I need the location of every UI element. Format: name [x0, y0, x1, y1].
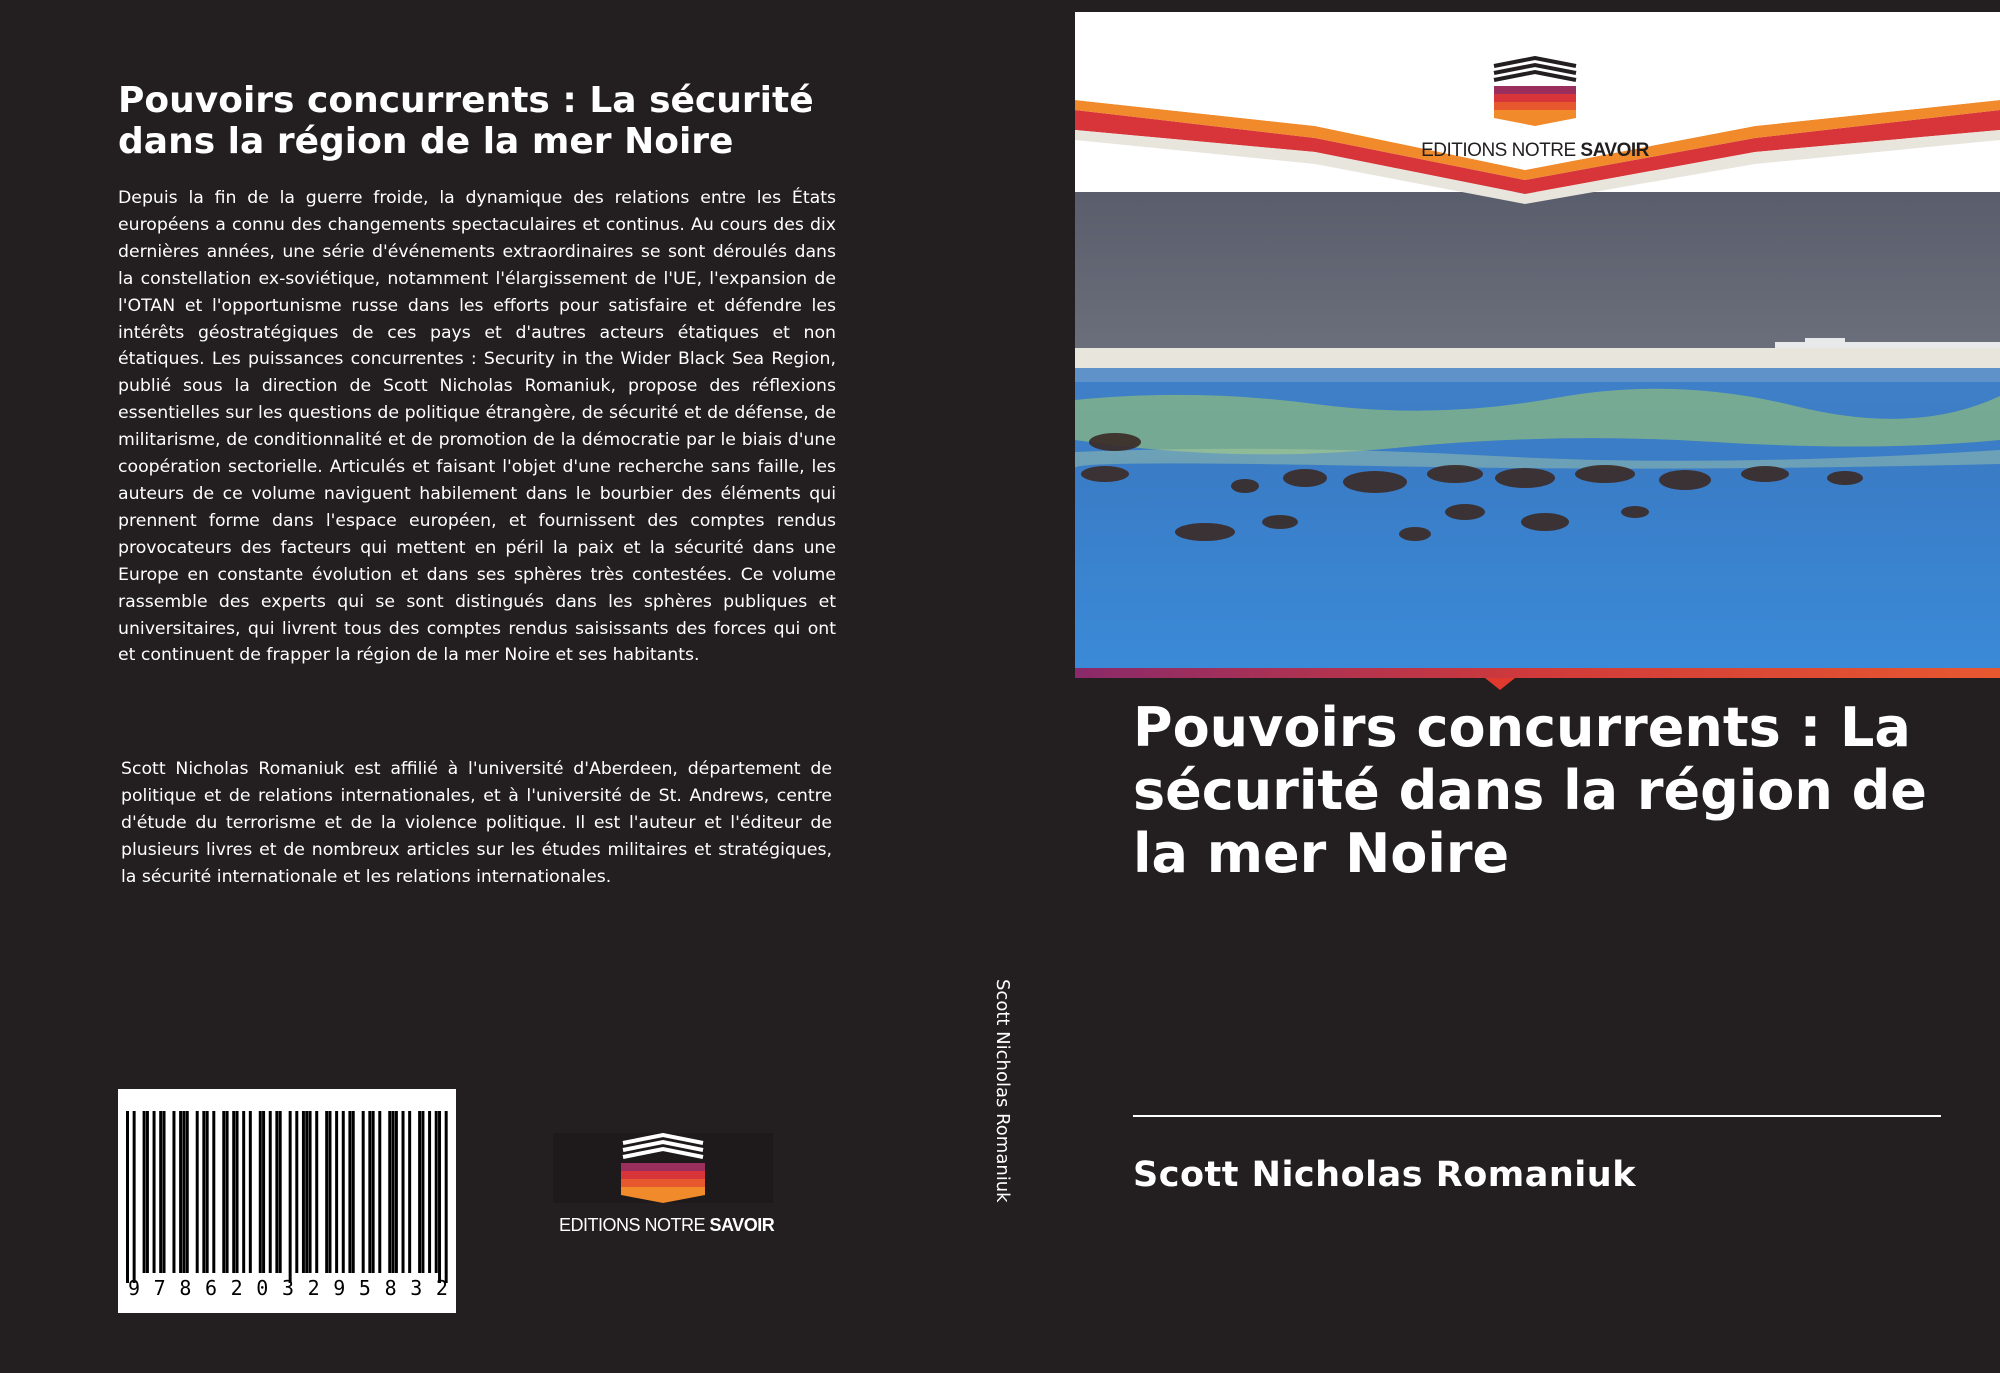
- title-divider: [1133, 1115, 1941, 1117]
- author-biography: Scott Nicholas Romaniuk est affilié à l'université d'Aberdeen, département de politique et de relations internationales, et à l'université de St. Andrews, centre d'étude du terrorisme et de la violence politique. Il est l'auteur et l'éditeur de plusieurs livres et de nombreux articles sur les études militaires et stratégiques, la sécurité internationale et les relations internationales.: [121, 759, 832, 887]
- book-stack-icon: [1492, 56, 1578, 126]
- isbn-barcode: [118, 1089, 456, 1313]
- isbn-digit: 5: [358, 1276, 371, 1300]
- back-cover-title: Pouvoirs concurrents : La sécurité dans la région de la mer Noire: [118, 80, 814, 162]
- barcode-icon: [126, 1111, 448, 1283]
- isbn-digit: 9: [128, 1276, 141, 1300]
- publisher-logo-front: [1385, 56, 1685, 176]
- publisher-name-back: EDITIONS NOTRE SAVOIR: [559, 1215, 775, 1235]
- isbn-digits: [128, 1277, 448, 1299]
- isbn-digit: 2: [307, 1276, 320, 1300]
- book-stack-icon: [553, 1133, 773, 1203]
- isbn-digit: 7: [153, 1276, 166, 1300]
- publisher-name-front: EDITIONS NOTRE SAVOIR: [1421, 140, 1649, 161]
- isbn-digit: 2: [230, 1276, 243, 1300]
- front-cover-author: Scott Nicholas Romaniuk: [1133, 1155, 1636, 1195]
- isbn-digit: 8: [384, 1276, 397, 1300]
- isbn-digit: 8: [179, 1276, 192, 1300]
- isbn-digit: 2: [435, 1276, 448, 1300]
- isbn-digit: 3: [281, 1276, 294, 1300]
- back-cover-description: Depuis la fin de la guerre froide, la dynamique des relations entre les États européens a connu des changements spectaculaires et continus. Au cours des dix dernières années, une série d'événements extraordinaires se sont déroulés dans la constellation ex-soviétique, notamment l'élargissement de l'UE, l'expansion de l'OTAN et l'opportunisme russe dans les efforts pour satisfaire et défendre les intérêts géostratégiques de ces pays et d'autres acteurs étatiques et non étatiques. Les puissances concurrentes : Security in the Wider Black Sea Region, publié sous la direction de Scott Nicholas Romaniuk, propose des réflexions essentielles sur les questions de politique étrangère, de sécurité et de défense, de militarisme, de conditionnalité et de promotion de la démocratie par le biais d'une coopération sectorielle. Articulés et faisant l'objet d'une recherche sans faille, les auteurs de ce volume naviguent habilement dans le bourbier des éléments qui prennent forme dans l'espace européen, et fournissent des comptes rendus provocateurs des facteurs qui mettent en péril la paix et la sécurité dans une Europe en constante évolution et dans ses sphères très contestées. Ce volume rassemble des experts qui se sont distingués dans les sphères publiques et universitaires, qui livrent tous des comptes rendus saisissants des forces qui ont et continuent de frapper la région de la mer Noire et ses habitants.: [118, 188, 836, 666]
- isbn-digit: 9: [333, 1276, 346, 1300]
- spine-author: Scott Nicholas Romaniuk: [992, 979, 1013, 1203]
- front-cover: [1075, 12, 2000, 1373]
- isbn-digit: 6: [204, 1276, 218, 1300]
- isbn-digit: 3: [410, 1276, 423, 1300]
- front-cover-title: Pouvoirs concurrents : La sécurité dans la région de la mer Noire: [1133, 696, 1927, 885]
- publisher-logo-back: [553, 1133, 773, 1243]
- isbn-digit: 0: [256, 1276, 269, 1300]
